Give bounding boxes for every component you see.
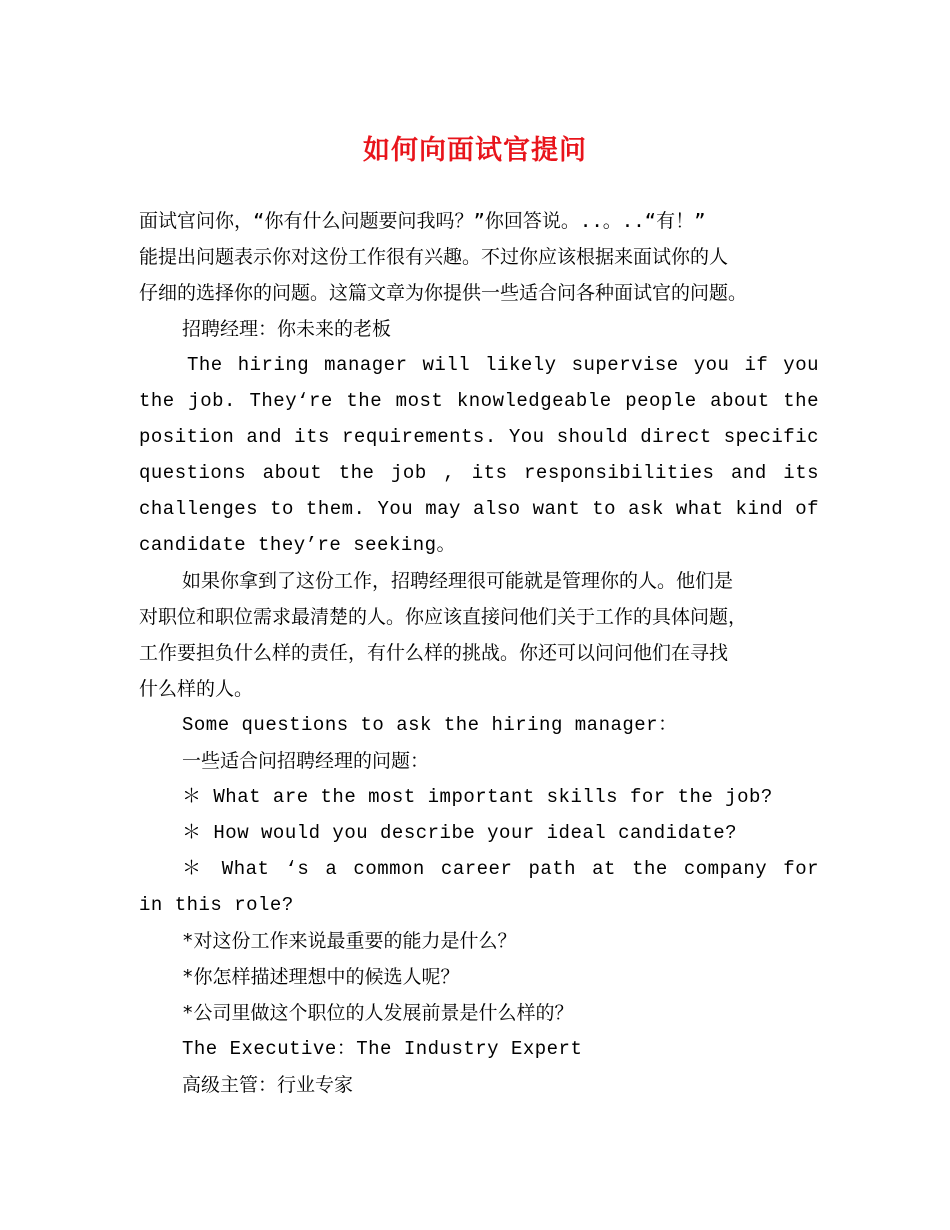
paragraph-line: 工作要担负什么样的责任，有什么样的挑战。你还可以问问他们在寻找: [139, 642, 729, 664]
paragraph-line: questions about the job , its responsibilities and its: [139, 462, 819, 484]
paragraph-line: Some questions to ask the hiring manager：: [182, 714, 678, 736]
paragraph-line: 面试官问你，“你有什么问题要问我吗？”你回答说。..。..“有！”: [139, 210, 706, 232]
section-heading: 招聘经理：你未来的老板: [182, 318, 392, 340]
paragraph-line: 能提出问题表示你对这份工作很有兴趣。不过你应该根据来面试你的人: [139, 246, 729, 268]
paragraph-line: 一些适合问招聘经理的问题：: [182, 750, 430, 772]
paragraph-line: 如果你拿到了这份工作，招聘经理很可能就是管理你的人。他们是: [182, 570, 734, 592]
paragraph-line: candidate they’re seeking。: [139, 534, 457, 556]
list-item: *公司里做这个职位的人发展前景是什么样的？: [182, 1002, 574, 1024]
paragraph-line: position and its requirements. You should direct specific: [139, 426, 819, 448]
section-heading: 高级主管：行业专家: [182, 1074, 354, 1096]
paragraph-line: 什么样的人。: [139, 678, 254, 700]
list-item-continuation: in this role?: [139, 894, 294, 916]
paragraph-line: 仔细的选择你的问题。这篇文章为你提供一些适合问各种面试官的问题。: [139, 282, 748, 304]
paragraph-line: 对职位和职位需求最清楚的人。你应该直接问他们关于工作的具体问题，: [139, 606, 748, 628]
list-item: *对这份工作来说最重要的能力是什么？: [182, 930, 517, 952]
list-item: ＊ How would you describe your ideal candidate?: [182, 822, 738, 844]
paragraph-line: the job. They‘re the most knowledgeable people about the: [139, 390, 819, 412]
list-item: ＊ What are the most important skills for the job?: [182, 786, 773, 808]
list-item: *你怎样描述理想中的候选人呢？: [182, 966, 460, 988]
paragraph-line: The hiring manager will likely supervise you if you: [187, 354, 819, 376]
section-heading: The Executive：The Industry Expert: [182, 1038, 583, 1060]
paragraph-line: challenges to them. You may also want to ask what kind of: [139, 498, 819, 520]
page-title: 如何向面试官提问: [363, 135, 587, 166]
document-body: [139, 203, 819, 1103]
list-item: ＊ What ‘s a common career path at the company for: [182, 858, 819, 880]
